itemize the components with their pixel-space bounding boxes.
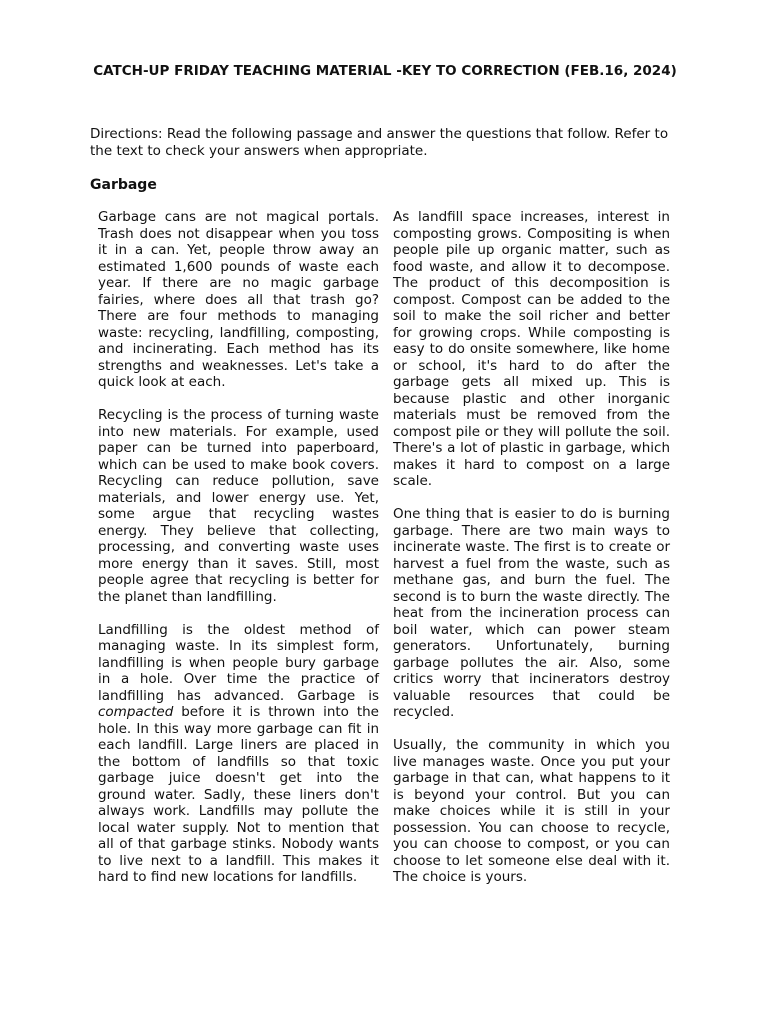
directions-text: Directions: Read the following passage and answer the questions that follow. Refer to the text to check your answers when appropriate. [90, 126, 669, 159]
landfilling-text-end: before it is thrown into the hole. In this way more garbage can fit in each landfill. Large liners are placed in the bottom of landfills so that toxic garbage juice doesn't get into the ground water. Sadly, these liners don't always work. Landfills may pollute the local water supply. Not to mention that all of that garbage stinks. Nobody wants to live next to a landfill. This makes it hard to find new locations for landfills. [98, 704, 379, 885]
landfilling-text-start: Landfilling is the oldest method of managing waste. In its simplest form, landfilling is when people bury garbage in a hole. Over time the practice of landfilling has advanced. Garbage is [98, 621, 379, 704]
compacted-term: compacted [98, 704, 174, 720]
paragraph-composting: As landfill space increases, interest in composting grows. Compositing is when people pile up organic matter, such as food waste, and allow it to decompose. The product of this decomposition is compost. Compost can be added to the soil to make the soil richer and better for growing crops. While composting is easy to do onsite somewhere, like home or school, it's hard to do after the garbage gets all mixed up. This is because plastic and other inorganic materials must be removed from the compost pile or they will pollute the soil. There's a lot of plastic in garbage, which makes it hard to compost on a large scale. [393, 209, 670, 489]
right-column [393, 209, 670, 886]
passage-title: Garbage [90, 177, 157, 193]
document-title: CATCH-UP FRIDAY TEACHING MATERIAL -KEY TO CORRECTION (FEB.16, 2024) [93, 63, 677, 79]
left-column [98, 209, 379, 886]
paragraph-conclusion: Usually, the community in which you live manages waste. Once you put your garbage in that can, what happens to it is beyond your control. But you can make choices while it is still in your possession. You can choose to recycle, you can choose to compost, or you can choose to let someone else deal with it. The choice is yours. [393, 737, 670, 885]
paragraph-intro: Garbage cans are not magical portals. Trash does not disappear when you toss it in a can. Yet, people throw away an estimated 1,600 pounds of waste each year. If there are no magic garbage fairies, where does all that trash go? There are four methods to managing waste: recycling, landfilling, composting, and incinerating. Each method has its strengths and weaknesses. Let's take a quick look at each. [98, 209, 379, 390]
paragraph-recycling: Recycling is the process of turning waste into new materials. For example, used paper can be turned into paperboard, which can be used to make book covers. Recycling can reduce pollution, save materials, and lower energy use. Yet, some argue that recycling wastes energy. They believe that collecting, processing, and converting waste uses more energy than it saves. Still, most people agree that recycling is better for the planet than landfilling. [98, 407, 379, 605]
paragraph-landfilling [98, 622, 379, 886]
paragraph-incinerating: One thing that is easier to do is burning garbage. There are two main ways to incinerate waste. The first is to create or harvest a fuel from the waste, such as methane gas, and burn the fuel. The second is to burn the waste directly. The heat from the incineration process can boil water, which can power steam generators. Unfortunately, burning garbage pollutes the air. Also, some critics worry that incinerators destroy valuable resources that could be recycled. [393, 506, 670, 720]
